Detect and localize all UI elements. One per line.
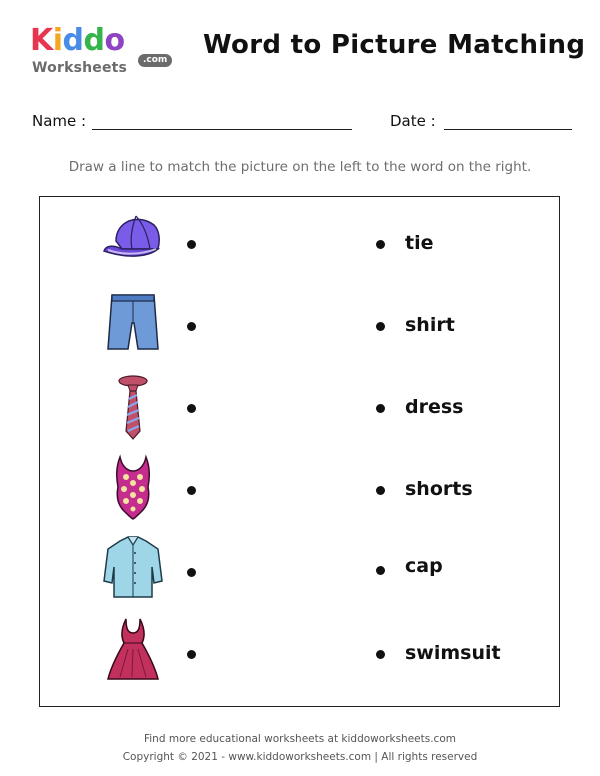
shorts-icon [98, 289, 168, 359]
logo-letter: i [52, 23, 63, 58]
word-label: dress [405, 396, 464, 418]
right-dot[interactable] [376, 322, 385, 331]
logo-letter: K [30, 23, 53, 58]
word-label: shirt [405, 314, 455, 336]
cap-icon [98, 203, 168, 273]
match-row [40, 611, 559, 691]
match-row [40, 529, 559, 609]
left-dot[interactable] [187, 650, 196, 659]
name-label: Name : [32, 112, 87, 130]
date-label: Date : [390, 112, 436, 130]
logo-subtitle: Worksheets [32, 60, 128, 76]
right-dot[interactable] [376, 404, 385, 413]
date-field[interactable] [444, 129, 572, 130]
right-dot[interactable] [376, 650, 385, 659]
word-label: shorts [405, 478, 473, 500]
instructions: Draw a line to match the picture on the left to the word on the right. [68, 159, 532, 175]
right-dot[interactable] [376, 240, 385, 249]
match-row [40, 201, 559, 281]
left-dot[interactable] [187, 486, 196, 495]
tie-icon [98, 373, 168, 443]
word-label: cap [405, 555, 443, 577]
dress-icon [98, 615, 168, 685]
left-dot[interactable] [187, 240, 196, 249]
logo-letter: d [62, 23, 84, 58]
logo-wordmark [30, 24, 125, 58]
shirt-icon [98, 533, 168, 603]
match-row [40, 447, 559, 527]
footer-line-2: Copyright © 2021 - www.kiddoworksheets.com | All rights reserved [122, 751, 478, 763]
matching-box [39, 196, 560, 707]
page-title: Word to Picture Matching [203, 30, 586, 60]
logo-letter: d [83, 23, 105, 58]
word-label: tie [405, 232, 434, 254]
left-dot[interactable] [187, 322, 196, 331]
name-date-row [32, 112, 572, 134]
name-field[interactable] [92, 129, 352, 130]
left-dot[interactable] [187, 568, 196, 577]
left-dot[interactable] [187, 404, 196, 413]
match-row [40, 283, 559, 363]
footer-line-1: Find more educational worksheets at kiddoworksheets.com [143, 733, 456, 745]
logo-letter: o [104, 23, 125, 58]
logo-domain-badge: .com [138, 54, 172, 67]
swimsuit-icon [98, 453, 168, 523]
right-dot[interactable] [376, 566, 385, 575]
kiddo-worksheets-logo [28, 23, 173, 84]
right-dot[interactable] [376, 486, 385, 495]
match-row [40, 365, 559, 445]
word-label: swimsuit [405, 642, 501, 664]
